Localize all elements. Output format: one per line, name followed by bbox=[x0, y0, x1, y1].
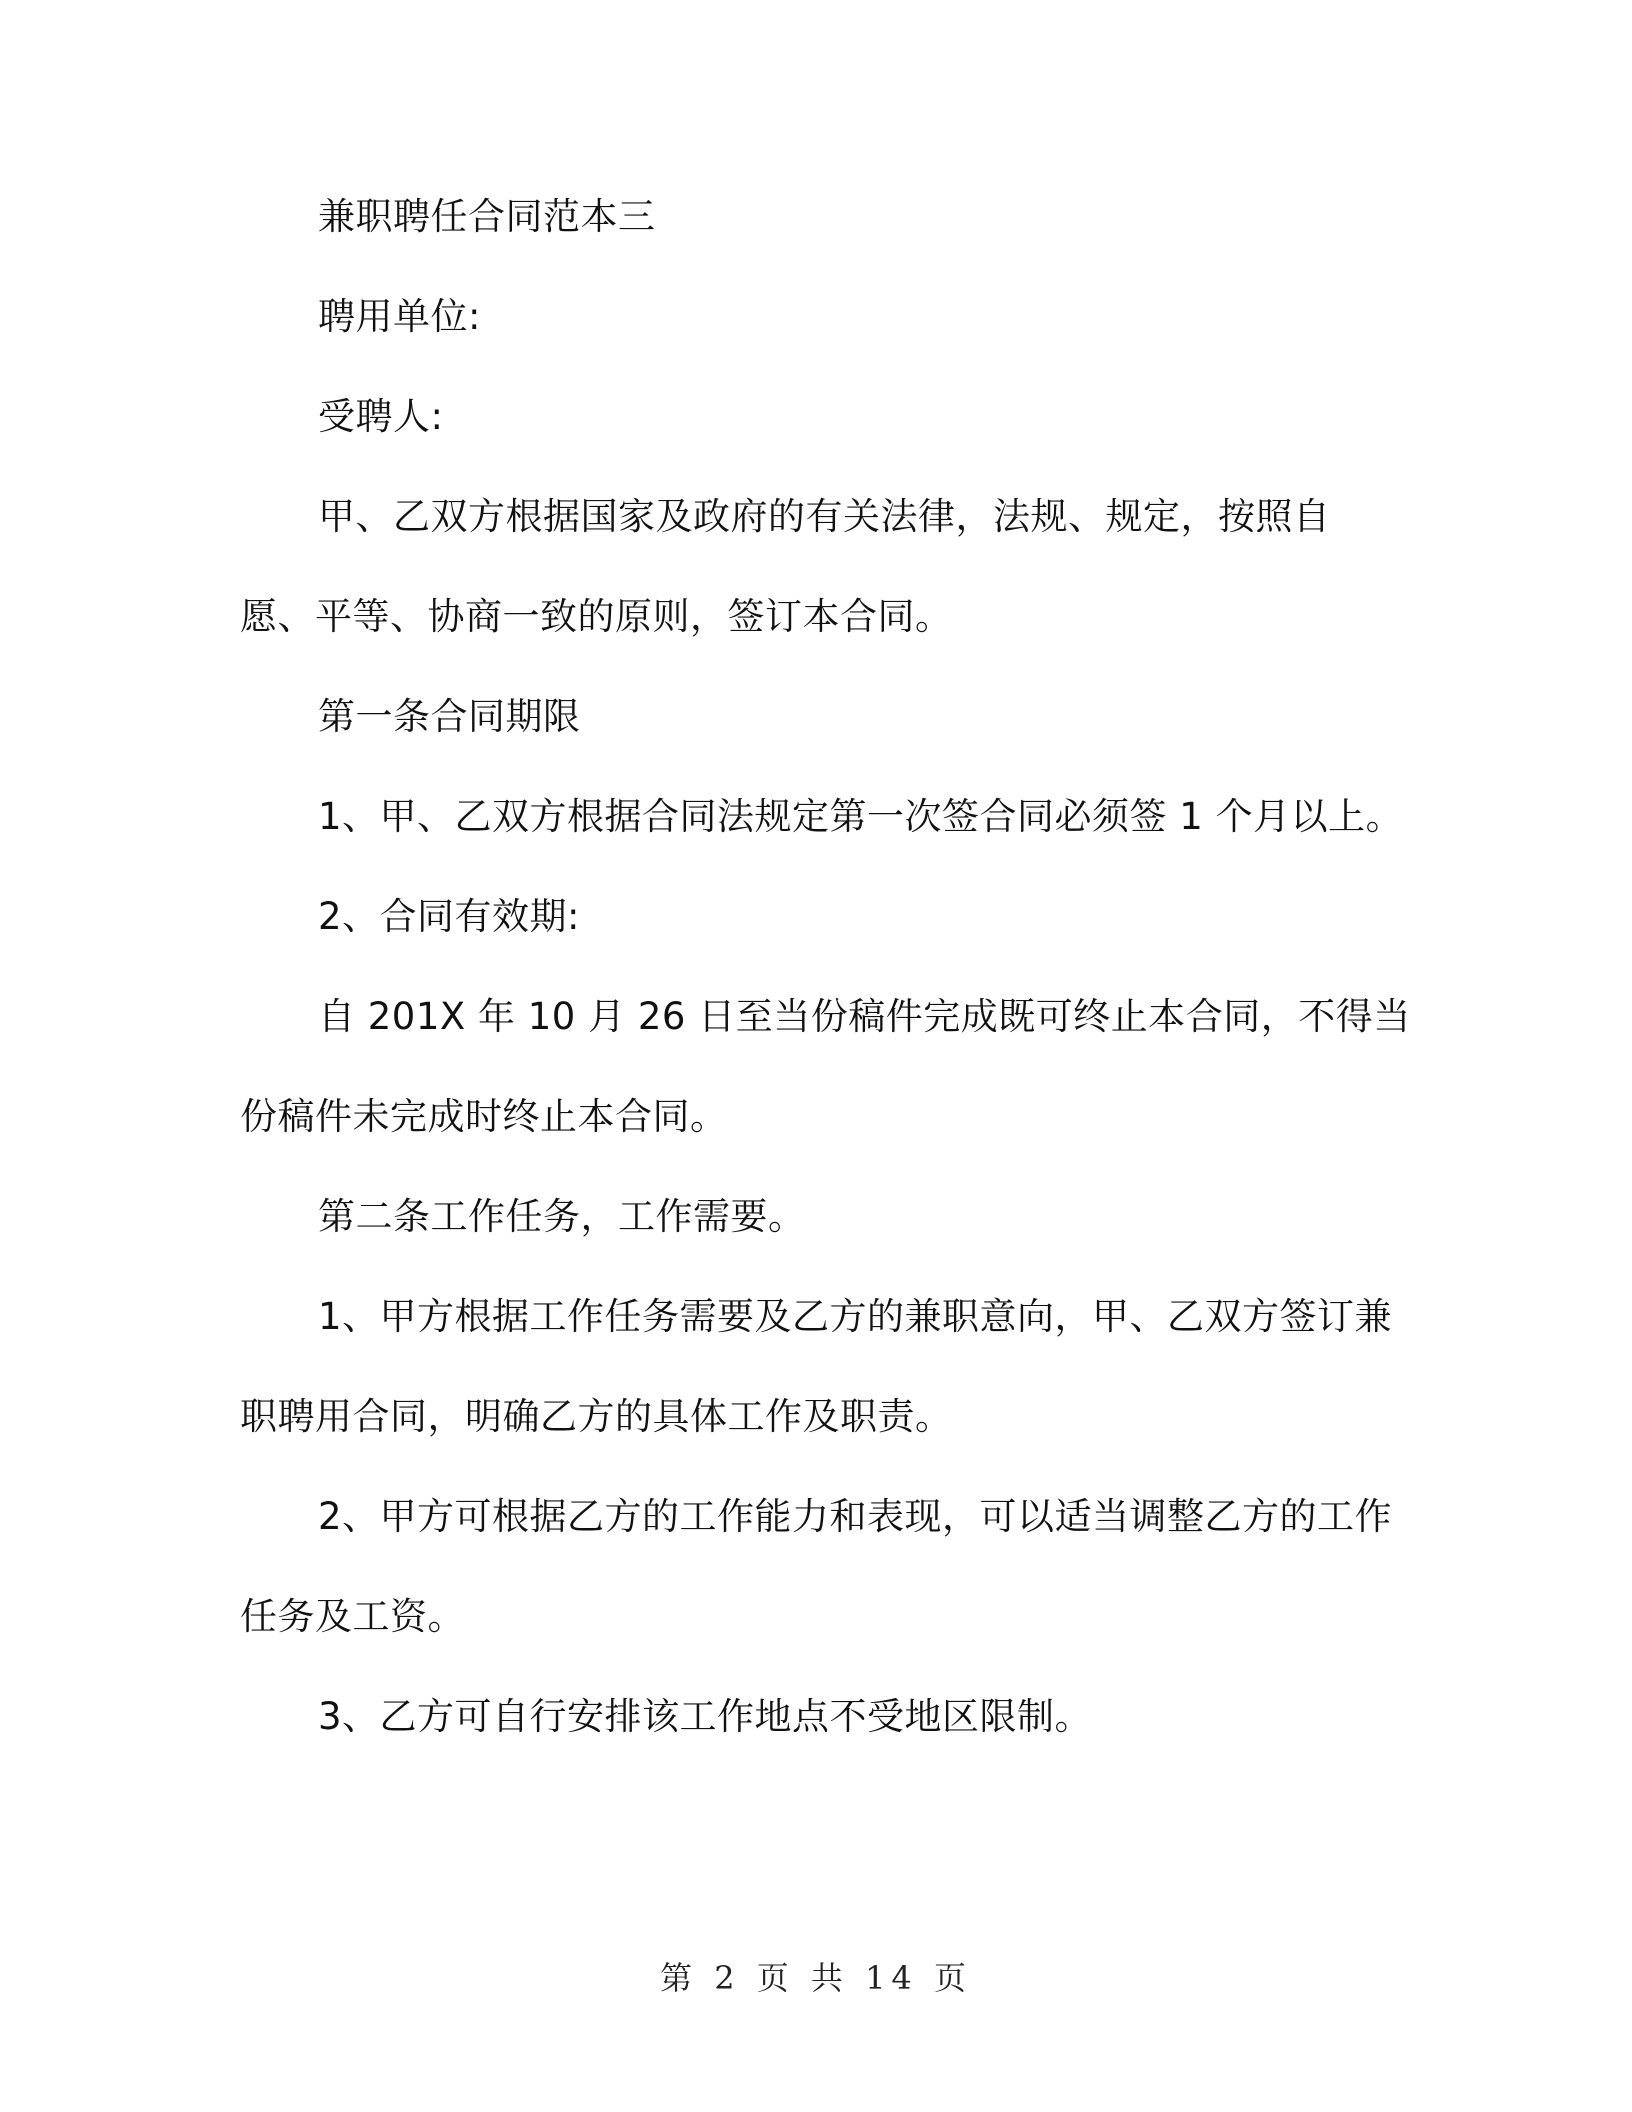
paragraph-line: 2、甲方可根据乙方的工作能力和表现，可以适当调整乙方的工作 bbox=[318, 1495, 1393, 1538]
paragraph-line: 3、乙方可自行安排该工作地点不受地区限制。 bbox=[318, 1695, 1093, 1738]
section-heading: 第一条合同期限 bbox=[318, 695, 581, 738]
employee-field: 受聘人: bbox=[318, 395, 444, 438]
paragraph-line: 甲、乙双方根据国家及政府的有关法律，法规、规定，按照自 bbox=[318, 495, 1331, 538]
paragraph-line: 自 201X 年 10 月 26 日至当份稿件完成既可终止本合同，不得当 bbox=[318, 995, 1411, 1038]
paragraph-line: 愿、平等、协商一致的原则，签订本合同。 bbox=[240, 595, 953, 638]
document-title: 兼职聘任合同范本三 bbox=[318, 195, 656, 238]
section-heading: 第二条工作任务，工作需要。 bbox=[318, 1195, 806, 1238]
paragraph-line: 职聘用合同，明确乙方的具体工作及职责。 bbox=[240, 1395, 953, 1438]
paragraph-line: 1、甲、乙双方根据合同法规定第一次签合同必须签 1 个月以上。 bbox=[318, 795, 1404, 838]
paragraph-line: 份稿件未完成时终止本合同。 bbox=[240, 1095, 728, 1138]
paragraph-line: 任务及工资。 bbox=[240, 1595, 465, 1638]
page-number: 第 2 页 共 14 页 bbox=[660, 1959, 972, 1997]
employer-field: 聘用单位: bbox=[318, 295, 481, 338]
paragraph-line: 2、合同有效期: bbox=[318, 895, 581, 938]
paragraph-line: 1、甲方根据工作任务需要及乙方的兼职意向，甲、乙双方签订兼 bbox=[318, 1295, 1393, 1338]
